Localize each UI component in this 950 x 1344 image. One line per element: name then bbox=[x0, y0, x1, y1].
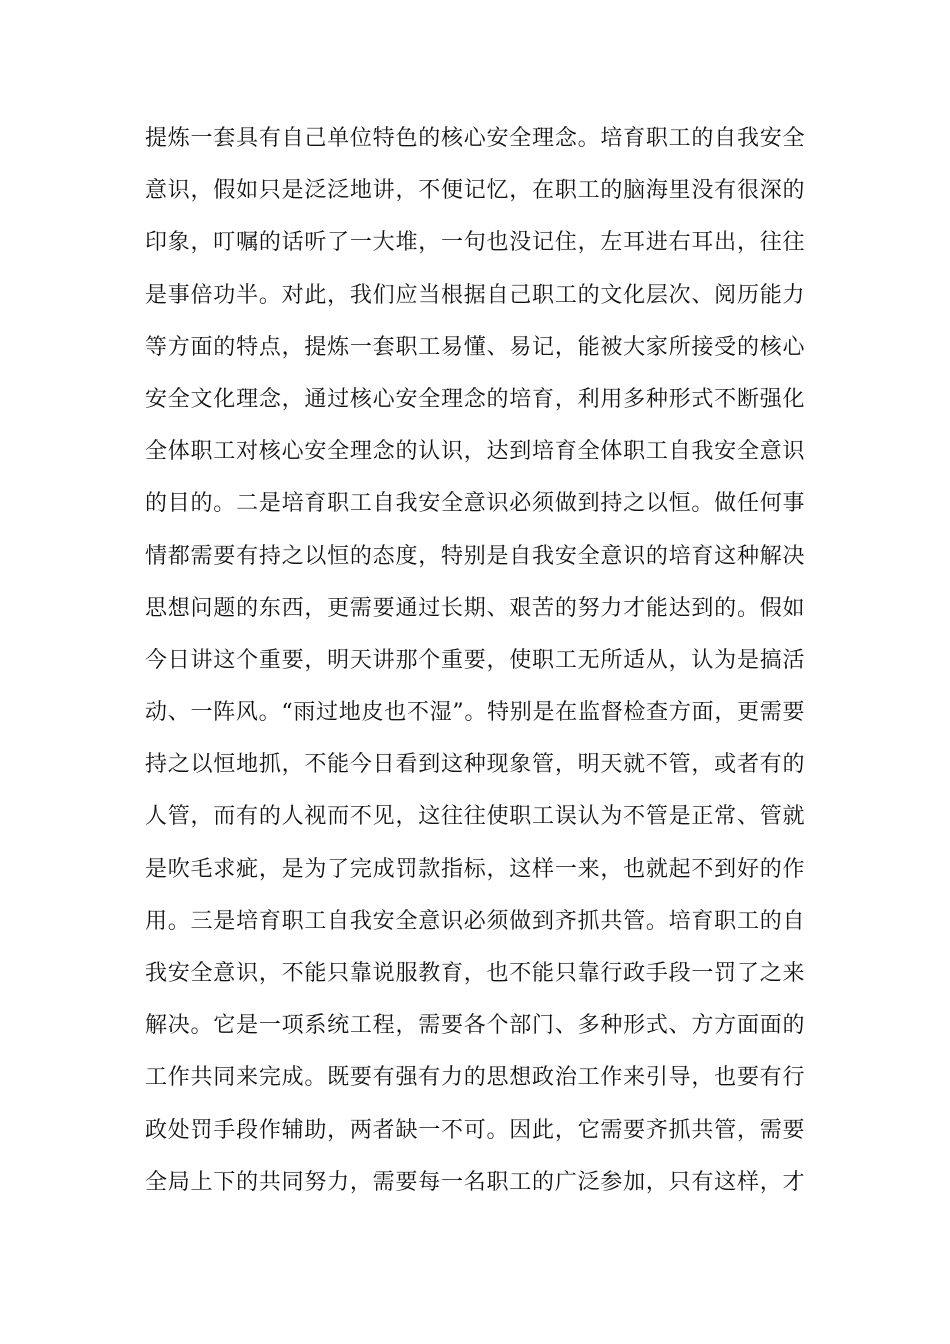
text-line: 情都需要有持之以恒的态度，特别是自我安全意识的培育这种解决 bbox=[145, 543, 805, 569]
text-line: 全局上下的共同努力，需要每一名职工的广泛参加，只有这样，才 bbox=[145, 1169, 805, 1195]
text-line: 提炼一套具有自己单位特色的核心安全理念。培育职工的自我安全 bbox=[145, 126, 805, 151]
text-line: 等方面的特点，提炼一套职工易懂、易记，能被大家所接受的核心 bbox=[145, 334, 805, 360]
text-line: 安全文化理念，通过核心安全理念的培育，利用多种形式不断强化 bbox=[145, 386, 805, 412]
text-line: 今日讲这个重要，明天讲那个重要，使职工无所适从，认为是搞活 bbox=[145, 647, 805, 673]
text-line: 工作共同来完成。既要有强有力的思想政治工作来引导，也要有行 bbox=[145, 1065, 805, 1091]
text-line: 是事倍功半。对此，我们应当根据自己职工的文化层次、阅历能力 bbox=[145, 282, 805, 308]
text-line: 全体职工对核心安全理念的认识，达到培育全体职工自我安全意识 bbox=[145, 439, 805, 465]
text-line: 思想问题的东西，更需要通过长期、艰苦的努力才能达到的。假如 bbox=[145, 595, 805, 621]
text-line: 人管，而有的人视而不见，这往往使职工误认为不管是正常、管就 bbox=[145, 804, 805, 830]
body-paragraph bbox=[145, 113, 805, 1209]
text-line: 意识，假如只是泛泛地讲，不便记忆，在职工的脑海里没有很深的 bbox=[145, 178, 805, 204]
text-line: 持之以恒地抓，不能今日看到这种现象管，明天就不管，或者有的 bbox=[145, 752, 805, 778]
text-line: 用。三是培育职工自我安全意识必须做到齐抓共管。培育职工的自 bbox=[145, 908, 805, 934]
text-line: 是吹毛求疵，是为了完成罚款指标，这样一来，也就起不到好的作 bbox=[145, 856, 805, 882]
text-line: 我安全意识，不能只靠说服教育，也不能只靠行政手段一罚了之来 bbox=[145, 961, 805, 986]
text-line: 印象，叮嘱的话听了一大堆，一句也没记住，左耳进右耳出，往往 bbox=[145, 230, 805, 256]
text-line: 的目的。二是培育职工自我安全意识必须做到持之以恒。做任何事 bbox=[145, 491, 805, 517]
text-line: 政处罚手段作辅助，两者缺一不可。因此，它需要齐抓共管，需要 bbox=[145, 1117, 805, 1143]
text-line: 动、一阵风。“雨过地皮也不湿”。特别是在监督检查方面，更需要 bbox=[145, 700, 805, 726]
text-line: 解决。它是一项系统工程，需要各个部门、多种形式、方方面面的 bbox=[145, 1013, 805, 1039]
